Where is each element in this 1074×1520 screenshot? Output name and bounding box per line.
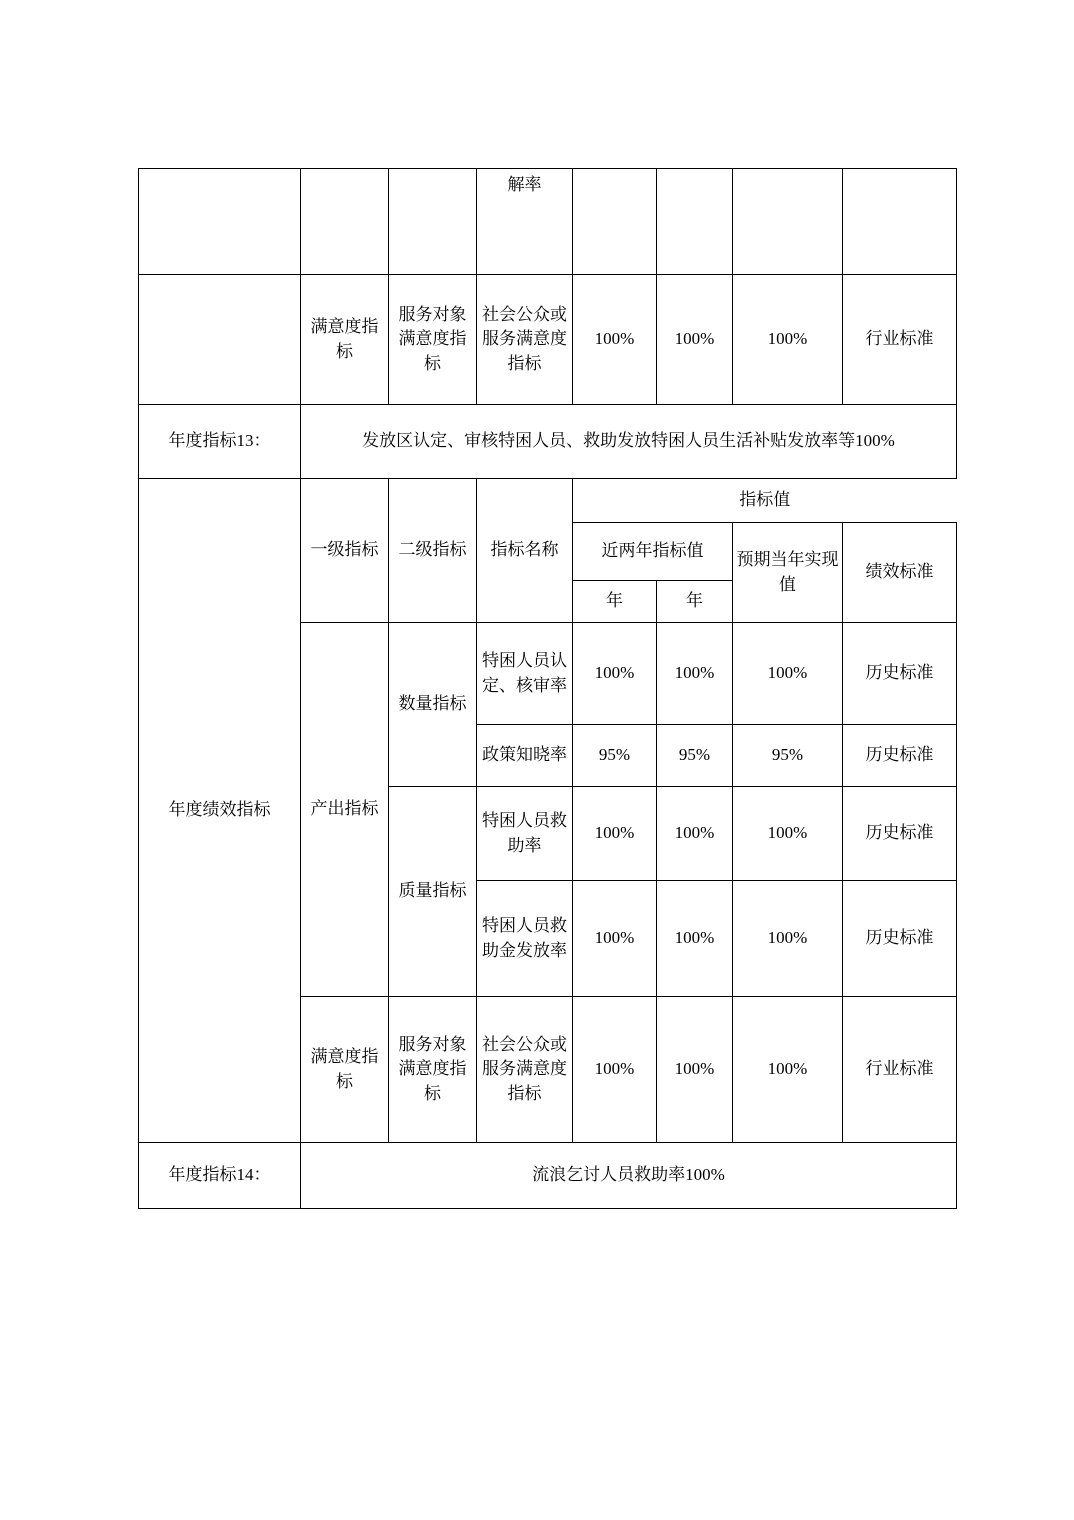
cell-value-year2: 100% bbox=[657, 997, 733, 1143]
cell-empty-y2 bbox=[657, 169, 733, 275]
cell-value-year1: 100% bbox=[573, 623, 657, 725]
cell-indicator-name: 社会公众或服务满意度指标 bbox=[477, 997, 573, 1143]
cell-level2-quantity: 数量指标 bbox=[389, 623, 477, 787]
cell-partial-indicator-name: 解率 bbox=[477, 169, 573, 275]
cell-value-year2: 100% bbox=[657, 275, 733, 405]
cell-value-expected: 100% bbox=[733, 275, 843, 405]
cell-value-year2: 100% bbox=[657, 623, 733, 725]
cell-value-year2: 95% bbox=[657, 725, 733, 787]
cell-standard: 历史标准 bbox=[843, 725, 957, 787]
cell-standard: 历史标准 bbox=[843, 881, 957, 997]
header-year-b: 年 bbox=[657, 581, 733, 623]
header-level2: 二级指标 bbox=[389, 479, 477, 623]
cell-empty-level1 bbox=[301, 169, 389, 275]
cell-level1-output: 产出指标 bbox=[301, 623, 389, 997]
cell-value-year1: 100% bbox=[573, 997, 657, 1143]
cell-empty-left bbox=[139, 275, 301, 405]
text-annual-indicator-14: 流浪乞讨人员救助率100% bbox=[301, 1143, 957, 1209]
cell-empty-y1 bbox=[573, 169, 657, 275]
cell-level1-satisfaction: 满意度指标 bbox=[301, 997, 389, 1143]
header-indicator-value-group: 指标值 bbox=[573, 479, 957, 523]
header-indicator-name: 指标名称 bbox=[477, 479, 573, 623]
table-header-row-1 bbox=[139, 479, 957, 523]
cell-level1-satisfaction: 满意度指标 bbox=[301, 275, 389, 405]
cell-value-year1: 95% bbox=[573, 725, 657, 787]
header-recent-two-years: 近两年指标值 bbox=[573, 523, 733, 581]
cell-value-expected: 100% bbox=[733, 623, 843, 725]
header-expected-current-year: 预期当年实现值 bbox=[733, 523, 843, 623]
table-row bbox=[139, 169, 957, 275]
cell-standard: 历史标准 bbox=[843, 787, 957, 881]
cell-value-expected: 100% bbox=[733, 787, 843, 881]
cell-value-year2: 100% bbox=[657, 787, 733, 881]
header-year-a: 年 bbox=[573, 581, 657, 623]
cell-value-year1: 100% bbox=[573, 275, 657, 405]
table-row-annual-indicator-13 bbox=[139, 405, 957, 479]
cell-value-expected: 100% bbox=[733, 997, 843, 1143]
cell-empty-left bbox=[139, 169, 301, 275]
label-annual-indicator-13: 年度指标13： bbox=[139, 405, 301, 479]
header-standard: 绩效标准 bbox=[843, 523, 957, 623]
performance-indicator-table bbox=[138, 168, 957, 1209]
cell-value-year1: 100% bbox=[573, 787, 657, 881]
table-row-satisfaction-top bbox=[139, 275, 957, 405]
cell-standard: 历史标准 bbox=[843, 623, 957, 725]
label-annual-performance-indicator: 年度绩效指标 bbox=[139, 479, 301, 1143]
header-level1: 一级指标 bbox=[301, 479, 389, 623]
cell-indicator-name-satisfaction: 社会公众或服务满意度指标 bbox=[477, 275, 573, 405]
text-annual-indicator-13: 发放区认定、审核特困人员、救助发放特困人员生活补贴发放率等100% bbox=[301, 405, 957, 479]
cell-value-expected: 100% bbox=[733, 881, 843, 997]
cell-level2-quality: 质量指标 bbox=[389, 787, 477, 997]
cell-standard: 行业标准 bbox=[843, 275, 957, 405]
cell-indicator-name: 特困人员救助率 bbox=[477, 787, 573, 881]
cell-level2-satisfaction: 服务对象满意度指标 bbox=[389, 275, 477, 405]
cell-empty-expected bbox=[733, 169, 843, 275]
table-row-annual-indicator-14 bbox=[139, 1143, 957, 1209]
cell-indicator-name: 特困人员认定、核审率 bbox=[477, 623, 573, 725]
cell-empty-standard bbox=[843, 169, 957, 275]
cell-value-year2: 100% bbox=[657, 881, 733, 997]
label-annual-indicator-14: 年度指标14： bbox=[139, 1143, 301, 1209]
cell-value-year1: 100% bbox=[573, 881, 657, 997]
cell-value-expected: 95% bbox=[733, 725, 843, 787]
cell-indicator-name: 特困人员救助金发放率 bbox=[477, 881, 573, 997]
cell-standard: 行业标准 bbox=[843, 997, 957, 1143]
cell-level2-satisfaction: 服务对象满意度指标 bbox=[389, 997, 477, 1143]
cell-indicator-name: 政策知晓率 bbox=[477, 725, 573, 787]
cell-empty-level2 bbox=[389, 169, 477, 275]
